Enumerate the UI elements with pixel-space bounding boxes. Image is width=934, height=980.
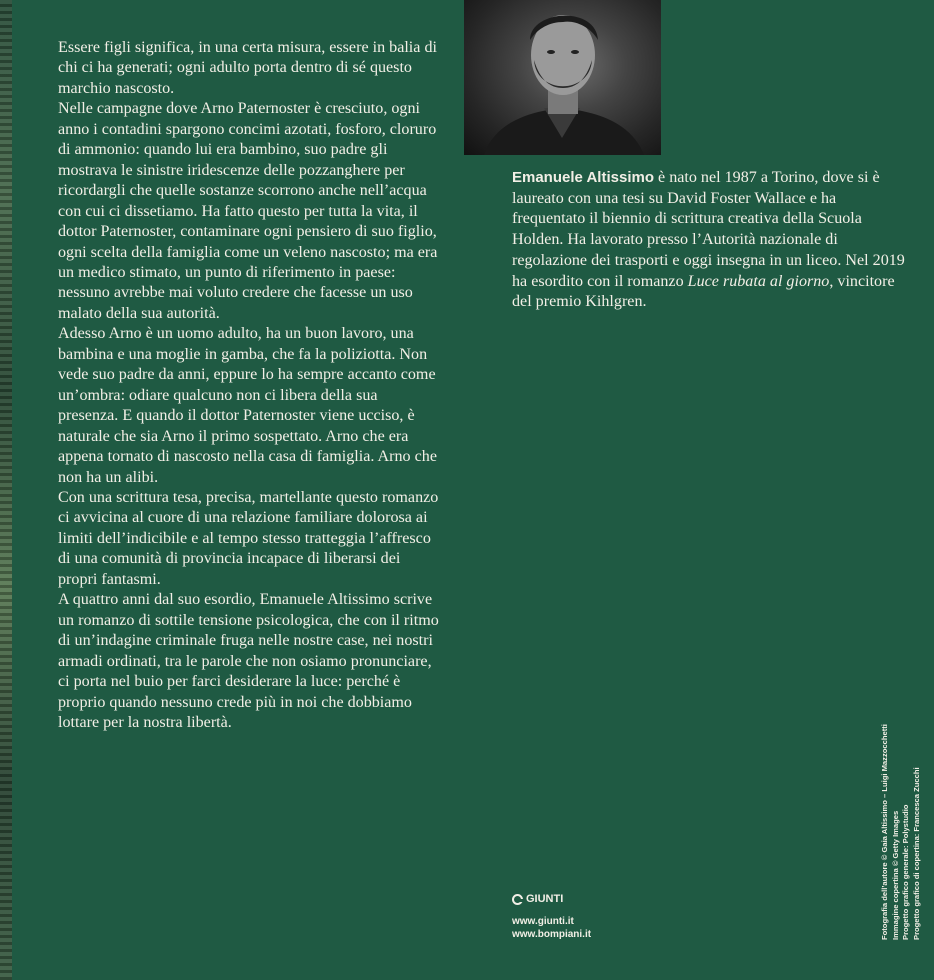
author-bio: [512, 168, 912, 313]
image-credits: [880, 720, 922, 940]
website-link: www.giunti.it: [512, 916, 574, 927]
blurb-paragraph: A quattro anni dal suo esordio, Emanuele Altissimo scrive un romanzo di sottile tensione psicologica, che con il ritmo di un’indagine criminale fruga nelle nostre case, nei nostri armadi ordinati, tra le parole che non osiamo pronunciare, ci porta nel buio per farci desiderare la luce: perché è proprio quando nessuno crede più in noi che dobbiamo lottare per la nostra libertà.: [58, 591, 439, 731]
blurb-paragraph: Nelle campagne dove Arno Paternoster è cresciuto, ogni anno i contadini spargono concimi azotati, fosforo, cloruro di ammonio: quando lui era bambino, suo padre gli mostrava le sinistre iridescenze delle pozzanghere per ricordargli che quelle sostanze scorrono anche nell’acqua con cui ci dissetiamo. Ha fatto questo per tutta la vita, il dottor Paternoster, contaminare ogni pensiero di suo figlio, ogni scelta della famiglia come un veleno nascosto; ma era un medico stimato, un punto di riferimento in paese: nessuno avrebbe mai voluto credere che facesse un uso malato della sua autorità.: [58, 100, 438, 322]
bio-text: , vincitore del premio Kihlgren.: [512, 272, 895, 311]
back-cover-blurb: [58, 38, 440, 733]
credit-line: Immagine copertina © Getty Images: [890, 810, 900, 940]
blurb-paragraph: Adesso Arno è un uomo adulto, ha un buon lavoro, una bambina e una moglie in gamba, che fa la poliziotta. Non vede suo padre da anni, eppure lo ha sempre accanto come un’ombra: odiare qualcuno non ci libera della sua presenza. E quando il dottor Paternoster viene ucciso, è naturale che sia Arno il primo sospettato. Arno che era appena tornato di nascosto nella casa di famiglia. Arno che non ha un alibi.: [58, 325, 437, 486]
debut-book-title: Luce rubata al giorno: [687, 272, 830, 290]
publisher-websites: [512, 915, 591, 941]
author-name: Emanuele Altissimo: [512, 169, 654, 186]
front-cover-edge: [0, 0, 12, 980]
blurb-paragraph: Con una scrittura tesa, precisa, martellante questo romanzo ci avvicina al cuore di una relazione familiare dolorosa ai limiti dell’indicibile e al tempo stesso tratteggia l’affresco di una comunità di provincia incapace di liberarsi dei propri fantasmi.: [58, 488, 439, 588]
author-photo: [464, 0, 661, 155]
publisher-name: GIUNTI: [526, 893, 564, 905]
publisher-logo: [512, 893, 563, 905]
giunti-logo-icon: [512, 894, 523, 905]
author-portrait-illustration: [464, 0, 661, 155]
website-link: www.bompiani.it: [512, 929, 592, 940]
bio-text: è nato nel 1987 a Torino, dove si è laureato con una tesi su David Foster Wallace e ha frequentato il biennio di scrittura creativa della Scuola Holden. Ha lavorato presso l’Autorità nazionale di regolazione dei trasporti e oggi insegna in un liceo. Nel 2019 ha esordito con il romanzo: [512, 169, 905, 290]
credit-line: Progetto grafico di copertina: Francesca Zucchi: [911, 767, 921, 940]
blurb-paragraph: Essere figli significa, in una certa misura, essere in balia di chi ci ha generati; ogni adulto porta dentro di sé questo marchio nascosto.: [58, 39, 437, 97]
credit-line: Progetto grafico generale: Polystudio: [901, 804, 910, 940]
credit-line: Fotografia dell’autore © Gaia Altissimo – Luigi Mazzocchetti: [880, 724, 889, 940]
